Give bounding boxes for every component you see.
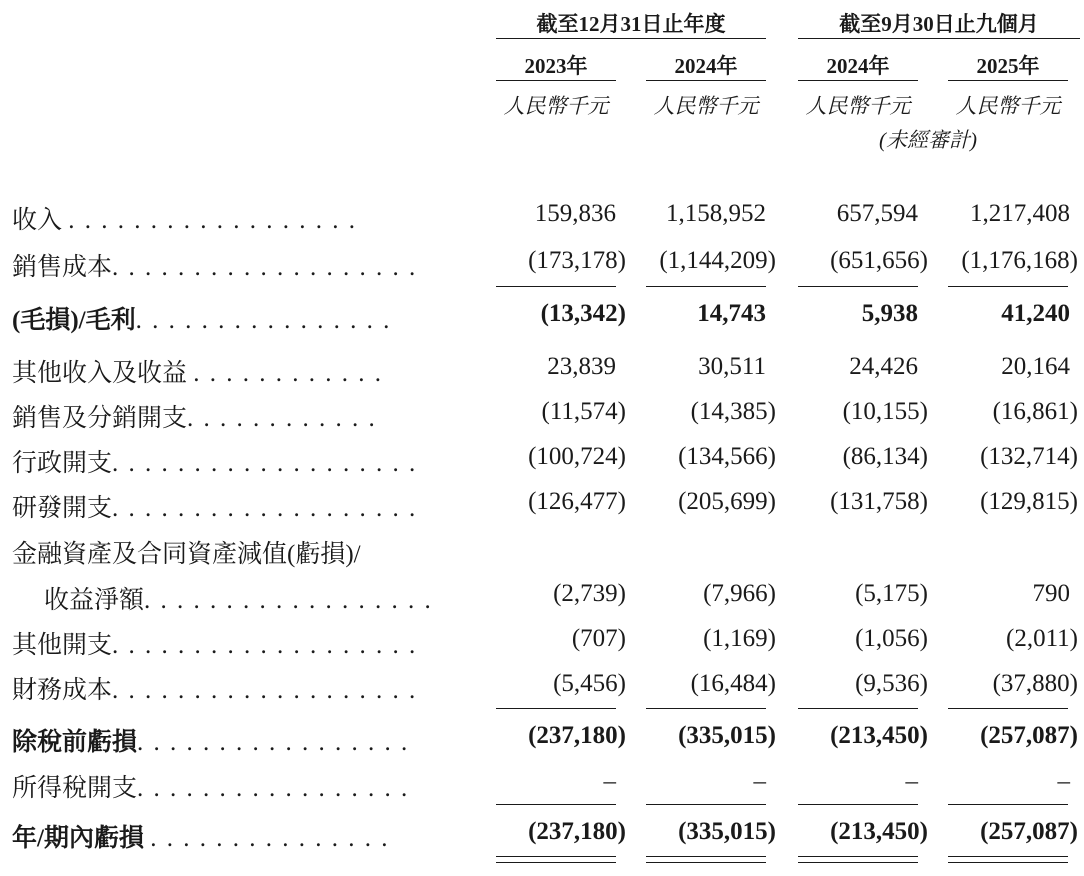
row-value: 20,164	[1001, 353, 1070, 380]
subtotal-rule	[496, 804, 616, 805]
row-value: (9,536)	[855, 670, 928, 697]
row-value: 159,836	[534, 200, 616, 227]
total-rule	[948, 856, 1068, 857]
row-value: (5,175)	[855, 580, 928, 607]
row-label: 研發開支. . . . . . . . . . . . . . . . . . .	[12, 495, 418, 522]
row-value: (257,087)	[980, 818, 1078, 845]
row-label: 收入 . . . . . . . . . . . . . . . . . .	[12, 207, 358, 234]
row-value: (257,087)	[980, 722, 1078, 749]
total-rule	[496, 862, 616, 863]
group-rule-nine-months	[798, 38, 1080, 39]
row-value: 24,426	[849, 353, 918, 380]
total-rule	[646, 856, 766, 857]
row-value: (237,180)	[528, 722, 626, 749]
subtotal-rule	[948, 708, 1068, 709]
row-label: 銷售及分銷開支. . . . . . . . . . . .	[12, 405, 377, 432]
row-value: –	[753, 768, 766, 795]
year-rule	[948, 80, 1068, 81]
row-label: 其他開支. . . . . . . . . . . . . . . . . . .	[12, 632, 418, 659]
row-value: (37,880)	[992, 670, 1078, 697]
row-value: –	[603, 768, 616, 795]
group-header-nine-months: 截至9月30日止九個月	[839, 12, 1039, 36]
row-value: (707)	[571, 625, 626, 652]
year-rule	[496, 80, 616, 81]
row-value: (651,656)	[830, 247, 928, 274]
year-header: 2024年	[674, 54, 738, 78]
row-value: 23,839	[547, 353, 616, 380]
row-value: (132,714)	[980, 443, 1078, 470]
unaudited-note: (未經審計)	[879, 128, 977, 152]
year-rule	[646, 80, 766, 81]
row-value: 657,594	[836, 200, 918, 227]
row-value: (5,456)	[553, 670, 626, 697]
row-value: –	[1057, 768, 1070, 795]
unit-label: 人民幣千元	[653, 94, 759, 118]
row-label: (毛損)/毛利. . . . . . . . . . . . . . . .	[12, 307, 392, 334]
unit-label: 人民幣千元	[955, 94, 1061, 118]
subtotal-rule	[798, 286, 918, 287]
group-rule-year	[496, 38, 766, 39]
row-value: (126,477)	[528, 488, 626, 515]
row-value: (14,385)	[690, 398, 776, 425]
row-value: (134,566)	[678, 443, 776, 470]
year-header: 2024年	[826, 54, 890, 78]
row-value: (335,015)	[678, 818, 776, 845]
row-label: 年/期內虧損 . . . . . . . . . . . . . . .	[12, 825, 390, 852]
subtotal-rule	[496, 286, 616, 287]
subtotal-rule	[496, 708, 616, 709]
row-value: (1,144,209)	[659, 247, 776, 274]
row-value: (213,450)	[830, 722, 928, 749]
subtotal-rule	[646, 708, 766, 709]
row-value: (16,484)	[690, 670, 776, 697]
subtotal-rule	[948, 286, 1068, 287]
year-rule	[798, 80, 918, 81]
row-label: 收益淨額. . . . . . . . . . . . . . . . . .	[44, 587, 433, 614]
row-value: (335,015)	[678, 722, 776, 749]
row-value: 1,217,408	[970, 200, 1070, 227]
row-value: (7,966)	[703, 580, 776, 607]
row-value: (11,574)	[541, 398, 626, 425]
row-value: (100,724)	[528, 443, 626, 470]
total-rule	[798, 856, 918, 857]
row-value: (205,699)	[678, 488, 776, 515]
row-value: (16,861)	[992, 398, 1078, 425]
row-value: (213,450)	[830, 818, 928, 845]
row-label: 所得稅開支. . . . . . . . . . . . . . . . .	[12, 775, 410, 802]
row-value: (13,342)	[540, 300, 626, 327]
row-value: –	[905, 768, 918, 795]
row-label: 行政開支. . . . . . . . . . . . . . . . . . .	[12, 450, 418, 477]
row-value: (10,155)	[842, 398, 928, 425]
row-label: 財務成本. . . . . . . . . . . . . . . . . . .	[12, 677, 418, 704]
total-rule	[496, 856, 616, 857]
row-value: 790	[1032, 580, 1070, 607]
row-value: 14,743	[697, 300, 766, 327]
row-value: 41,240	[1001, 300, 1070, 327]
row-value: (1,169)	[703, 625, 776, 652]
total-rule	[798, 862, 918, 863]
row-label: 金融資產及合同資產減值(虧損)/	[12, 541, 361, 568]
row-label: 其他收入及收益 . . . . . . . . . . . .	[12, 360, 384, 387]
subtotal-rule	[646, 804, 766, 805]
total-rule	[948, 862, 1068, 863]
unit-label: 人民幣千元	[805, 94, 911, 118]
row-value: (131,758)	[830, 488, 928, 515]
row-value: (237,180)	[528, 818, 626, 845]
year-header: 2025年	[976, 54, 1040, 78]
row-value: 30,511	[698, 353, 766, 380]
subtotal-rule	[646, 286, 766, 287]
row-label: 除稅前虧損. . . . . . . . . . . . . . . . .	[12, 729, 410, 756]
row-value: (1,056)	[855, 625, 928, 652]
row-value: (1,176,168)	[961, 247, 1078, 274]
subtotal-rule	[798, 708, 918, 709]
row-value: (2,011)	[1006, 625, 1078, 652]
year-header: 2023年	[524, 54, 588, 78]
group-header-year: 截至12月31日止年度	[536, 12, 726, 36]
row-value: 1,158,952	[666, 200, 766, 227]
unit-label: 人民幣千元	[503, 94, 609, 118]
total-rule	[646, 862, 766, 863]
row-value: (2,739)	[553, 580, 626, 607]
subtotal-rule	[948, 804, 1068, 805]
row-value: 5,938	[861, 300, 918, 327]
row-label: 銷售成本. . . . . . . . . . . . . . . . . . .	[12, 254, 418, 281]
row-value: (173,178)	[528, 247, 626, 274]
row-value: (129,815)	[980, 488, 1078, 515]
row-value: (86,134)	[842, 443, 928, 470]
subtotal-rule	[798, 804, 918, 805]
